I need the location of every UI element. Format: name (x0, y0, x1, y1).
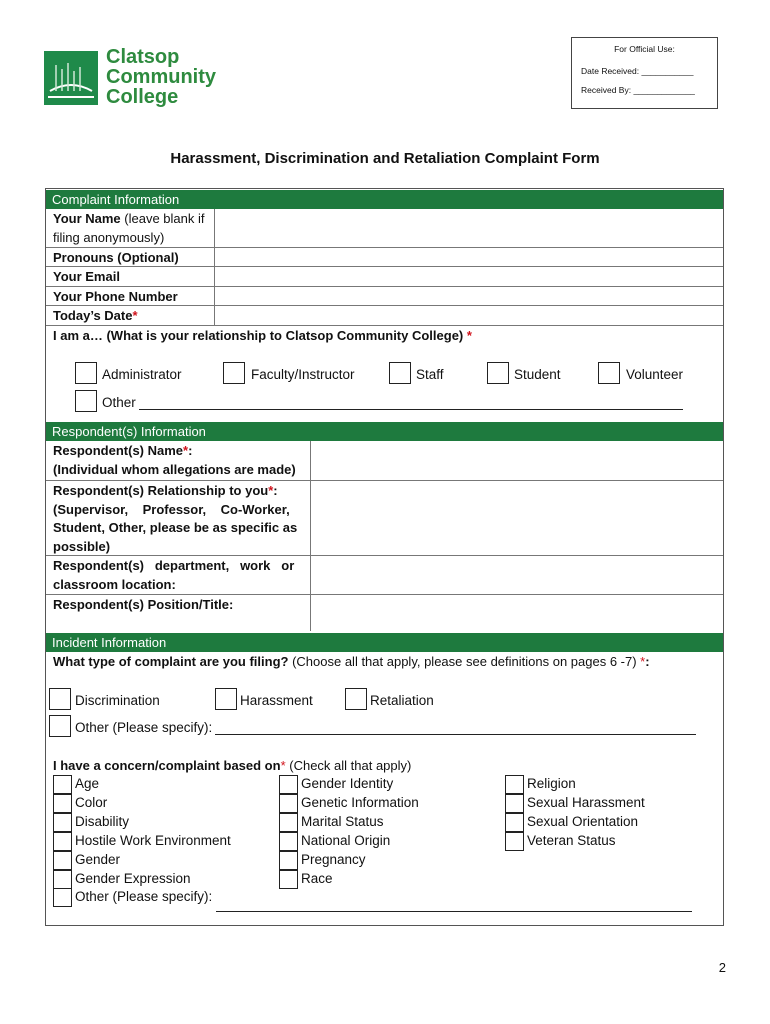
role-administrator-label: Administrator (102, 367, 182, 382)
college-logo-text (106, 47, 216, 107)
respondent-relationship-line4: possible) (53, 539, 111, 554)
role-faculty-checkbox[interactable] (223, 362, 245, 384)
basis-religion-label: Religion (527, 776, 576, 791)
basis-age-label: Age (75, 776, 100, 791)
basis-color-label: Color (75, 795, 108, 810)
form-title: Harassment, Discrimination and Retaliation Complaint Form (170, 150, 600, 167)
complaint-type-question-rest: (Choose all that apply, please see definitions on pages 6 -7) (288, 654, 641, 669)
required-asterisk: * (183, 443, 189, 458)
divider (214, 209, 215, 325)
role-other-label: Other (102, 395, 136, 410)
basis-veteran-status-label: Veteran Status (527, 833, 616, 848)
type-retaliation-label: Retaliation (370, 693, 434, 708)
role-staff-label: Staff (416, 367, 444, 382)
pronouns-input[interactable] (216, 249, 722, 265)
email-label: Your Email (53, 269, 120, 284)
phone-label: Your Phone Number (53, 289, 178, 304)
respondent-relationship-input[interactable] (312, 481, 722, 554)
respondent-relationship-label (53, 481, 278, 500)
basis-religion-checkbox[interactable] (505, 775, 524, 794)
relationship-question-text: I am a… (What is your relationship to Clatsop Community College) (53, 328, 464, 343)
date-received-field: Date Received: ___________ (581, 66, 694, 76)
basis-genetic-information-label: Genetic Information (301, 795, 419, 810)
respondent-position-input[interactable] (312, 595, 722, 631)
role-staff-checkbox[interactable] (389, 362, 411, 384)
basis-color-checkbox[interactable] (53, 794, 72, 813)
basis-sexual-orientation-label: Sexual Orientation (527, 814, 639, 829)
type-discrimination-checkbox[interactable] (49, 688, 71, 710)
page-number: 2 (718, 960, 726, 975)
type-harassment-label: Harassment (240, 693, 313, 708)
role-student-checkbox[interactable] (487, 362, 509, 384)
respondent-name-label (53, 441, 192, 460)
basis-disability-checkbox[interactable] (53, 813, 72, 832)
type-other-input[interactable] (215, 734, 696, 735)
basis-hostile-work-environment-checkbox[interactable] (53, 832, 72, 851)
role-faculty-label: Faculty/Instructor (251, 367, 355, 382)
required-asterisk: * (640, 654, 646, 669)
respondent-name-label-line2: (Individual whom allegations are made) (53, 462, 296, 477)
respondent-relationship-label-text: Respondent(s) Relationship to you (53, 483, 269, 498)
basis-sexual-harassment-checkbox[interactable] (505, 794, 524, 813)
basis-other-input[interactable] (216, 911, 692, 912)
respondent-relationship-line2: (Supervisor, Professor, Co-Worker, (53, 502, 290, 517)
basis-other-checkbox[interactable] (53, 888, 72, 907)
label-colon: : (273, 483, 278, 498)
complaint-type-question (53, 652, 650, 671)
your-name-label-bold: Your Name (53, 211, 121, 226)
type-harassment-checkbox[interactable] (215, 688, 237, 710)
basis-gender-label: Gender (75, 852, 121, 867)
type-other-label: Other (Please specify): (75, 720, 213, 735)
basis-gender-identity-checkbox[interactable] (279, 775, 298, 794)
basis-pregnancy-label: Pregnancy (301, 852, 366, 867)
divider (310, 441, 311, 631)
date-label (53, 306, 138, 325)
respondent-department-input[interactable] (312, 556, 722, 593)
basis-veteran-status-checkbox[interactable] (505, 832, 524, 851)
required-asterisk: * (268, 483, 274, 498)
basis-sexual-harassment-label: Sexual Harassment (527, 795, 645, 810)
phone-input[interactable] (216, 288, 722, 304)
date-input[interactable] (216, 307, 722, 324)
complaint-info-header: Complaint Information (46, 190, 723, 209)
required-asterisk: * (280, 758, 286, 773)
basis-genetic-information-checkbox[interactable] (279, 794, 298, 813)
received-by-field: Received By: _____________ (581, 85, 695, 95)
your-name-label-line2: filing anonymously) (53, 230, 165, 245)
label-colon: : (645, 654, 650, 669)
basis-race-label: Race (301, 871, 333, 886)
label-colon: : (188, 443, 193, 458)
respondent-position-label: Respondent(s) Position/Title: (53, 597, 234, 612)
college-logo-icon (44, 51, 98, 105)
your-name-label (53, 209, 205, 228)
logo-line: Community (106, 66, 216, 88)
basis-gender-expression-label: Gender Expression (75, 871, 191, 886)
basis-sexual-orientation-checkbox[interactable] (505, 813, 524, 832)
basis-marital-status-label: Marital Status (301, 814, 384, 829)
basis-gender-identity-label: Gender Identity (301, 776, 394, 791)
respondent-relationship-line3: Student, Other, please be as specific as (53, 520, 298, 535)
respondent-name-label-text: Respondent(s) Name (53, 443, 184, 458)
concern-question-bold: I have a concern/complaint based on (53, 758, 281, 773)
basis-race-checkbox[interactable] (279, 870, 298, 889)
basis-age-checkbox[interactable] (53, 775, 72, 794)
logo-line: College (106, 86, 179, 108)
your-name-input[interactable] (216, 210, 722, 246)
concern-question (53, 756, 411, 775)
type-retaliation-checkbox[interactable] (345, 688, 367, 710)
role-other-checkbox[interactable] (75, 390, 97, 412)
pronouns-label: Pronouns (Optional) (53, 250, 179, 265)
basis-gender-expression-checkbox[interactable] (53, 870, 72, 889)
required-asterisk: * (132, 308, 138, 323)
concern-question-rest: (Check all that apply) (285, 758, 412, 773)
logo-line: Clatsop (106, 46, 180, 68)
basis-disability-label: Disability (75, 814, 130, 829)
official-use-title: For Official Use: (614, 44, 675, 54)
basis-national-origin-label: National Origin (301, 833, 391, 848)
respondent-name-input[interactable] (312, 442, 722, 479)
role-volunteer-label: Volunteer (626, 367, 684, 382)
official-use-box (571, 37, 718, 109)
your-name-label-rest: (leave blank if (120, 211, 205, 226)
role-student-label: Student (514, 367, 561, 382)
date-label-text: Today’s Date (53, 308, 133, 323)
role-volunteer-checkbox[interactable] (598, 362, 620, 384)
complaint-type-question-bold: What type of complaint are you filing? (53, 654, 289, 669)
basis-hostile-work-environment-label: Hostile Work Environment (75, 833, 231, 848)
type-discrimination-label: Discrimination (75, 693, 160, 708)
respondent-department-label-line2: classroom location: (53, 577, 176, 592)
required-asterisk: * (466, 328, 472, 343)
role-administrator-checkbox[interactable] (75, 362, 97, 384)
role-other-input[interactable] (139, 409, 683, 410)
basis-gender-checkbox[interactable] (53, 851, 72, 870)
respondent-department-label: Respondent(s) department, work or (53, 558, 295, 573)
basis-marital-status-checkbox[interactable] (279, 813, 298, 832)
basis-other-label: Other (Please specify): (75, 889, 213, 904)
basis-pregnancy-checkbox[interactable] (279, 851, 298, 870)
basis-national-origin-checkbox[interactable] (279, 832, 298, 851)
email-input[interactable] (216, 268, 722, 285)
type-other-checkbox[interactable] (49, 715, 71, 737)
respondent-info-header: Respondent(s) Information (46, 422, 723, 441)
relationship-question (53, 326, 472, 345)
incident-info-header: Incident Information (46, 633, 723, 652)
